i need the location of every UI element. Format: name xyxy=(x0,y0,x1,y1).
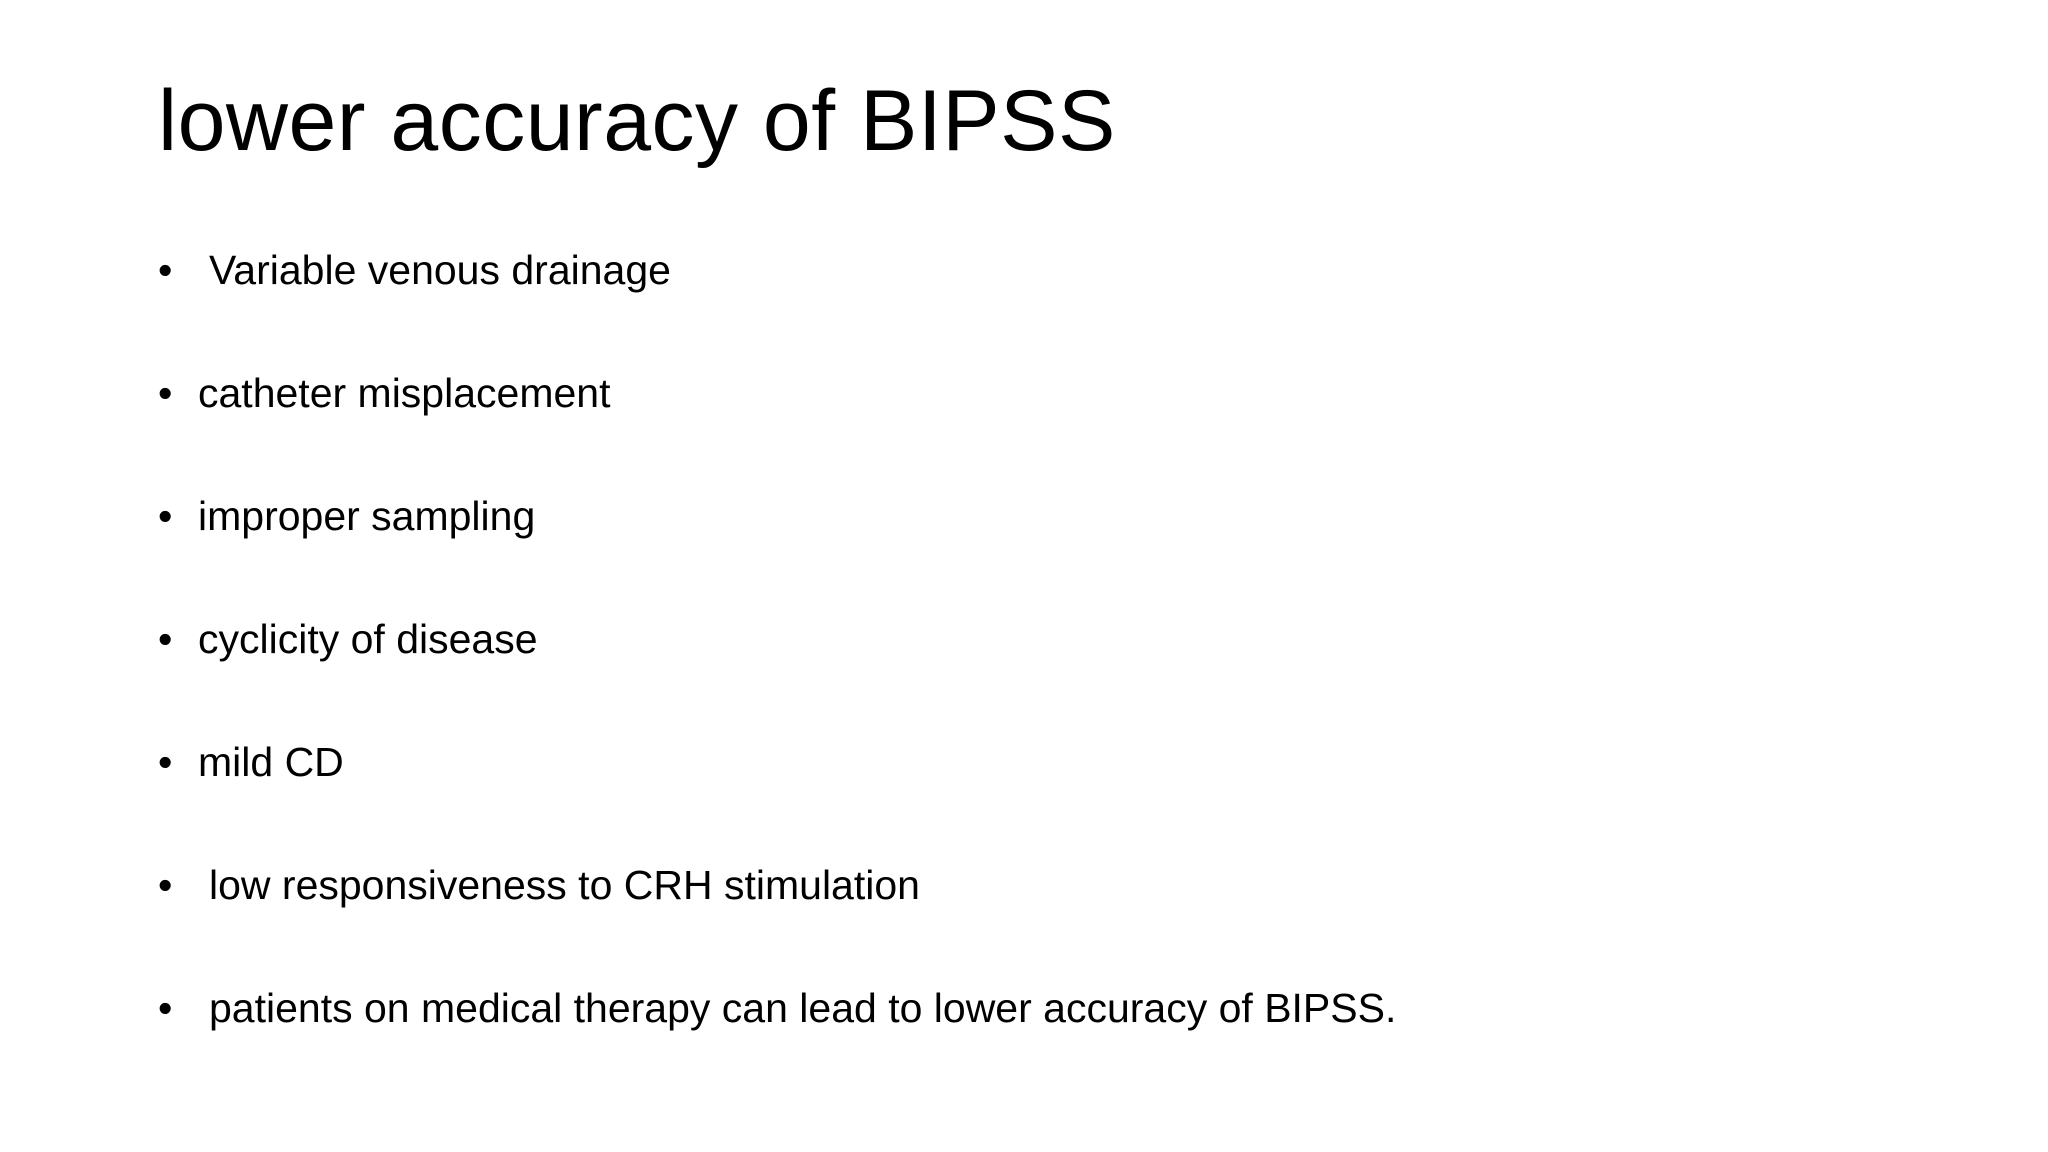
bullet-text: improper sampling xyxy=(198,493,536,539)
bullet-icon: • xyxy=(158,739,173,785)
slide-title: lower accuracy of BIPSS xyxy=(158,73,1116,169)
bullet-text: low responsiveness to CRH stimulation xyxy=(209,862,920,908)
bullet-icon: • xyxy=(158,862,173,908)
bullet-icon: • xyxy=(158,616,173,662)
bullet-icon: • xyxy=(158,370,173,416)
bullet-text: cyclicity of disease xyxy=(198,616,538,662)
bullet-text: Variable venous drainage xyxy=(209,247,671,293)
bullet-icon: • xyxy=(158,247,173,293)
bullet-text: mild CD xyxy=(198,739,344,785)
bullet-text: catheter misplacement xyxy=(198,370,611,416)
bullet-icon: • xyxy=(158,493,173,539)
bullet-icon: • xyxy=(158,985,173,1031)
bullet-text: patients on medical therapy can lead to lower accuracy of BIPSS. xyxy=(209,985,1397,1031)
